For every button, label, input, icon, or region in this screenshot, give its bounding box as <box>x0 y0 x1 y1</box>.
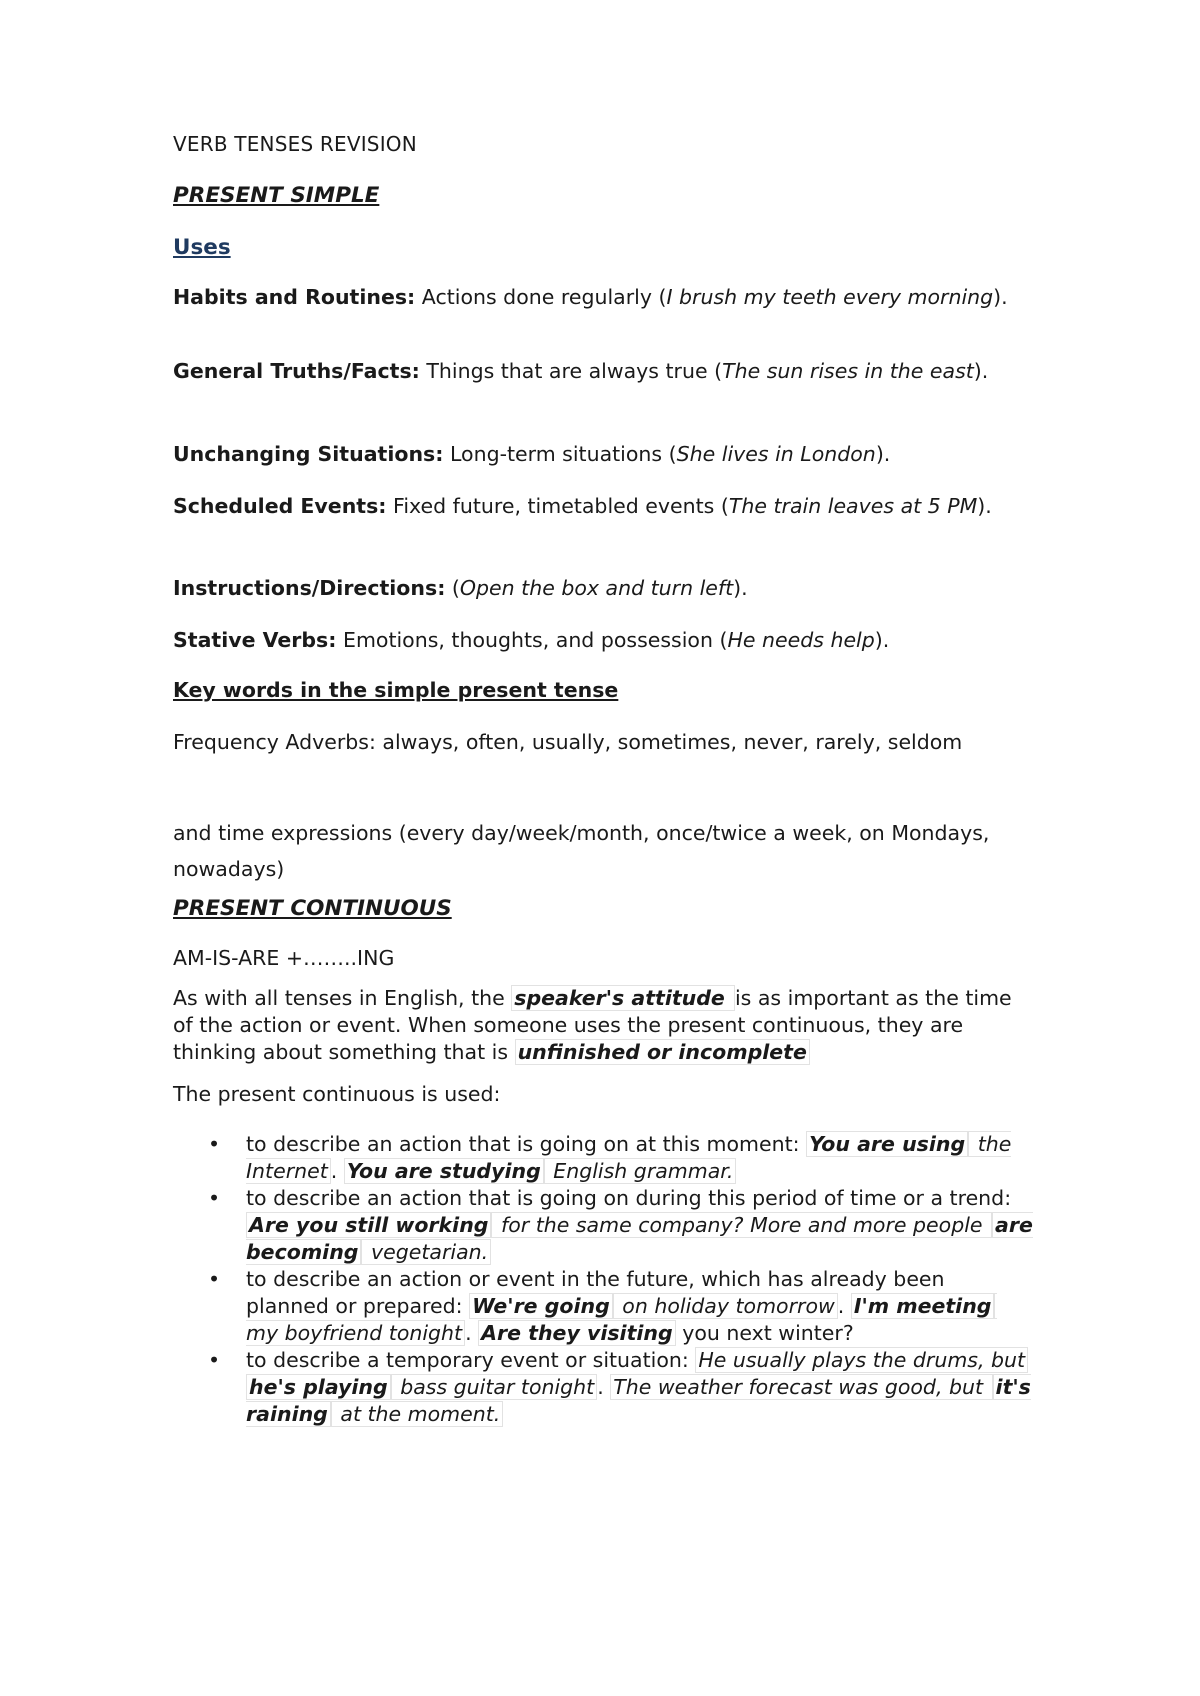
example-text: The weather forecast was good, but <box>610 1374 992 1400</box>
use-text: Fixed future, timetabled events ( <box>386 494 729 518</box>
use-end: ). <box>733 576 748 600</box>
use-habits <box>173 284 1033 311</box>
example-verb: are becoming <box>246 1213 1033 1264</box>
example-text: at the moment. <box>331 1401 503 1427</box>
example-verb: he's playing <box>246 1374 391 1400</box>
example-text: my boyfriend tonight <box>246 1293 997 1346</box>
example-verb: Are they visiting <box>478 1320 676 1346</box>
bullet-icon: • <box>208 1348 221 1372</box>
use-label: Stative Verbs: <box>173 628 337 652</box>
bullet-text: . <box>597 1375 611 1399</box>
use-end: ). <box>874 628 890 652</box>
time-expressions: and time expressions (every day/week/month, once/twice a week, on Mondays, nowadays) <box>173 821 990 881</box>
use-text: ( <box>445 576 460 600</box>
example-verb: We're going <box>469 1293 613 1319</box>
bullet-icon: • <box>208 1132 221 1156</box>
bullet-text: . <box>465 1321 479 1345</box>
use-example: The train leaves at 5 PM <box>728 494 978 518</box>
use-label: Habits and Routines: <box>173 285 416 309</box>
present-continuous-heading: PRESENT CONTINUOUS <box>173 896 452 921</box>
document-title: VERB TENSES REVISION <box>173 132 417 156</box>
bullet-text: to describe a temporary event or situation: <box>246 1348 696 1372</box>
bullet-text: . <box>837 1294 851 1318</box>
use-stative-verbs <box>173 627 1033 654</box>
use-label: Scheduled Events: <box>173 494 387 518</box>
example-text: English grammar. <box>544 1158 737 1184</box>
use-text: Emotions, thoughts, and possession ( <box>336 628 728 652</box>
bullet-text: to describe an action that is going on at this moment: <box>246 1132 807 1156</box>
example-text: bass guitar tonight <box>391 1374 598 1400</box>
example-text: for the same company? More and more people <box>491 1212 992 1238</box>
use-label: Unchanging Situations: <box>173 442 444 466</box>
bullet-icon: • <box>208 1267 221 1291</box>
use-end: ). <box>973 359 989 383</box>
use-text: Things that are always true ( <box>419 359 723 383</box>
used-intro: The present continuous is used: <box>173 1082 501 1106</box>
example-verb: You are studying <box>344 1158 544 1184</box>
list-item <box>173 1131 1033 1185</box>
use-instructions <box>173 575 1033 602</box>
example-text: He usually plays the drums, but <box>695 1347 1028 1373</box>
example-verb: I'm meeting <box>851 1293 995 1319</box>
bullet-text: you next winter? <box>675 1321 854 1345</box>
formula: AM-IS-ARE +……..ING <box>173 946 395 970</box>
bullet-text: . <box>330 1159 344 1183</box>
present-simple-heading: PRESENT SIMPLE <box>173 183 380 208</box>
unfinished-incomplete: unfinished or incomplete <box>515 1039 810 1065</box>
key-words-heading: Key words in the simple present tense <box>173 678 619 702</box>
bullet-text: to describe an action that is going on during this period of time or a trend: <box>246 1186 1012 1210</box>
use-text: Long-term situations ( <box>443 442 677 466</box>
use-unchanging-situations <box>173 441 1033 468</box>
use-example: Open the box and turn left <box>459 576 734 600</box>
uses-heading: Uses <box>173 235 231 260</box>
uses-list <box>173 1131 1033 1428</box>
use-label: Instructions/Directions: <box>173 576 446 600</box>
use-scheduled-events <box>173 488 1033 524</box>
example-text: vegetarian. <box>361 1239 491 1265</box>
use-general-truths <box>173 358 1033 385</box>
use-example: He needs help <box>727 628 875 652</box>
use-end: ). <box>993 285 1008 309</box>
frequency-adverbs: Frequency Adverbs: always, often, usually, sometimes, never, rarely, seldom <box>173 730 963 754</box>
list-item <box>173 1347 1033 1428</box>
intro-text-2: is as important as the time of the action or event. When someone uses the present continuous, they are thinking about something that is <box>173 986 1012 1064</box>
use-example: I brush my teeth every morning <box>666 285 994 309</box>
use-end: ). <box>977 494 992 518</box>
bullet-icon: • <box>208 1186 221 1210</box>
example-verb: it's raining <box>246 1375 1031 1426</box>
speaker-attitude: speaker's attitude <box>511 985 735 1011</box>
use-end: ). <box>875 442 891 466</box>
example-verb: Are you still working <box>246 1212 491 1238</box>
use-example: The sun rises in the east <box>722 359 974 383</box>
use-label: General Truths/Facts: <box>173 359 420 383</box>
list-item <box>173 1185 1033 1266</box>
example-text: the Internet <box>246 1132 1012 1183</box>
bullet-text: to describe an action or event in the future, which has already been planned or prepared: <box>246 1267 945 1318</box>
use-text: Actions done regularly ( <box>415 285 667 309</box>
intro-paragraph <box>173 985 1033 1066</box>
intro-text-1: As with all tenses in English, the <box>173 986 512 1010</box>
example-text: on holiday tomorrow <box>613 1293 838 1319</box>
list-item <box>173 1266 1033 1347</box>
use-example: She lives in London <box>676 442 876 466</box>
example-verb: You are using <box>806 1131 968 1157</box>
